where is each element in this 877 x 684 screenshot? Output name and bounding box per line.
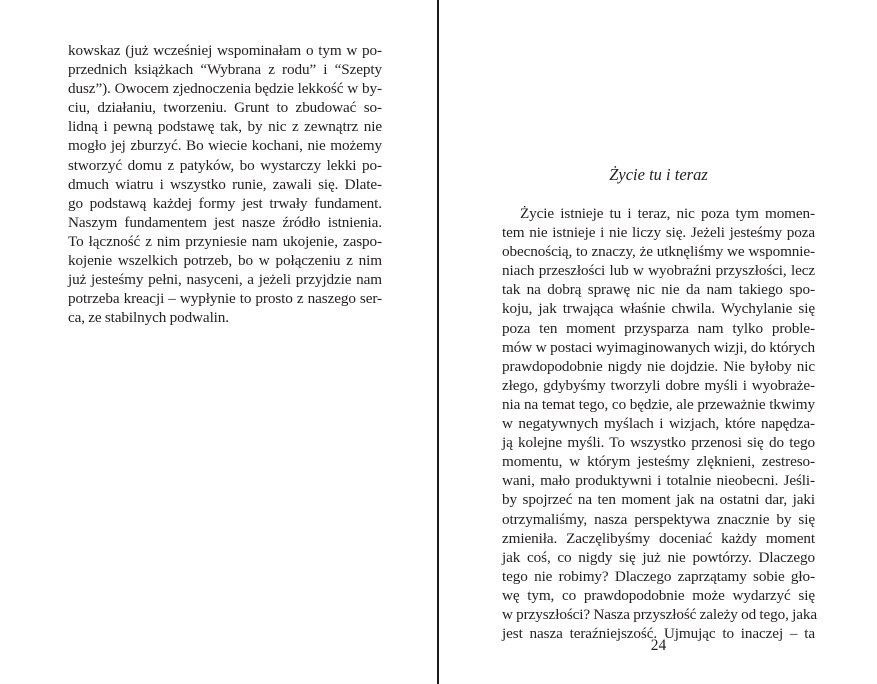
text-line: ca, ze stabilnych podwalin.: [68, 309, 229, 327]
left-page: [0, 0, 438, 684]
text-line: dmuch wiatru i wszystko runie, zawali się. Dlate-: [68, 175, 382, 193]
text-line: tem nie istnieje i nie liczy się. Jeżeli jesteśmy poza: [502, 224, 815, 242]
text-line: złego, gdybyśmy tworzyli dobre myśli i wyobraże-: [502, 376, 815, 394]
text-line: potrzeba kreacji – wypłynie to prosto z naszego ser-: [68, 290, 382, 308]
left-page-body: [68, 41, 382, 327]
text-line: tego nie robimy? Dlaczego zaprzątamy sobie gło-: [502, 567, 815, 585]
text-line: wani, mało produktywni i totalnie nieobecni. Jeśli-: [502, 472, 815, 490]
text-line: niach przeszłości lub w wyobraźni przyszłości, lecz: [502, 262, 815, 280]
text-line: ciu, działaniu, tworzeniu. Grunt to zbudować so-: [68, 99, 382, 117]
page-number: 24: [650, 637, 667, 654]
text-line: by spojrzeć na ten moment jak na ostatni dar, jaki: [502, 491, 815, 509]
text-line: stworzyć domu z patyków, bo wystarczy lekki po-: [68, 156, 382, 174]
text-line: lidną i pewną podstawę tak, by nic z zewnątrz nie: [68, 118, 382, 136]
text-line: w negatywnych myślach i wizjach, które napędza-: [502, 415, 815, 433]
text-line: ją kolejne myśli. To wszystko przenosi się do tego: [502, 434, 815, 452]
text-line: obecnością, to znaczy, że utknęliśmy we wspomnie-: [502, 243, 815, 261]
text-line: zmieniła. Zaczęlibyśmy doceniać każdy moment: [502, 529, 815, 547]
text-line: dusz”). Owocem zjednoczenia będzie lekkość w by-: [68, 80, 382, 98]
text-line: już jesteśmy pełni, nasyceni, a jeżeli przyjdzie nam: [68, 271, 382, 289]
text-line: jak coś, co nigdy się już nie powtórzy. Dlaczego: [502, 548, 815, 566]
text-line: kojenie wszelkich potrzeb, bo w połączeniu z nim: [68, 252, 382, 270]
text-line: To łączność z nim przyniesie nam ukojenie, zaspo-: [68, 232, 382, 250]
right-page-body: [502, 204, 818, 643]
right-page: [439, 0, 877, 684]
text-line: Naszym fundamentem jest nasze źródło istnienia.: [68, 213, 382, 231]
text-line: koju, jak trwająca właśnie chwila. Wychylanie się: [502, 300, 815, 318]
text-line: jest nasza teraźniejszość. Ujmując to inaczej – ta: [502, 625, 815, 643]
text-line: tak na dobrą sprawę nic nie da nam takiego spo-: [502, 281, 815, 299]
text-line: go podstawą każdej formy jest trwały fundament.: [68, 194, 382, 212]
text-line: przednich książkach “Wybrana z rodu” i “Szepty: [68, 61, 382, 79]
text-line: otrzymaliśmy, nasza perspektywa znacznie by się: [502, 510, 815, 528]
text-line: wę tym, co prawdopodobnie może wydarzyć się: [502, 586, 815, 604]
text-line: Życie istnieje tu i teraz, nic poza tym momen-: [520, 205, 815, 222]
text-line: mogło jej zburzyć. Bo wiecie kochani, nie możemy: [68, 137, 382, 155]
text-line: kowskaz (już wcześniej wspominałam o tym w po-: [68, 42, 382, 59]
text-line: nia na temat tego, co będzie, ale przeważnie tkwimy: [502, 395, 815, 413]
text-line: w przyszłości? Nasza przyszłość zależy od tego, jaka: [502, 605, 818, 623]
text-line: poza ten moment przysparza nam tylko proble-: [502, 319, 815, 337]
chapter-title: Życie tu i teraz: [609, 165, 708, 184]
text-line: momentu, w którym jesteśmy zlęknieni, zestreso-: [502, 453, 815, 471]
text-line: prawdopodobnie nigdy nie dojdzie. Nie byłoby nic: [502, 357, 815, 375]
text-line: mów w postaci wyimaginowanych wizji, do których: [502, 338, 815, 356]
